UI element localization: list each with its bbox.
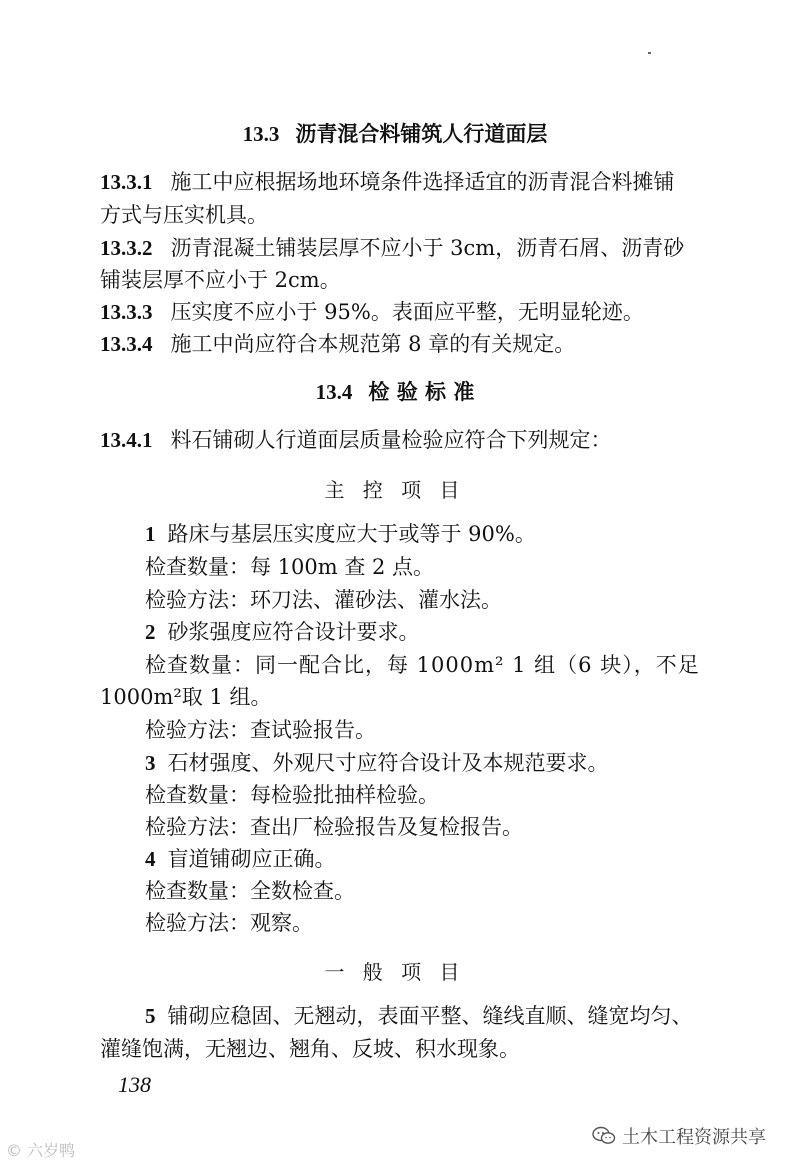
scan-speck	[648, 52, 651, 54]
clause-13-3-1	[100, 168, 675, 196]
item-text: 路床与基层压实度应大于或等于 90%。	[167, 522, 536, 546]
item-1-check-method: 检验方法：环刀法、灌砂法、灌水法。	[145, 588, 502, 612]
item-3	[145, 749, 609, 777]
item-number: 5	[145, 1004, 156, 1028]
watermark-right	[592, 1123, 766, 1149]
general-items-heading: 一 般 项 目	[324, 960, 466, 984]
item-number: 2	[145, 620, 156, 644]
clause-text: 施工中应根据场地环境条件选择适宜的沥青混合料摊铺	[170, 170, 675, 194]
item-2	[145, 618, 420, 646]
wechat-icon	[592, 1126, 616, 1146]
clause-13-3-2-cont: 铺装层厚不应小于 2cm。	[100, 268, 341, 292]
clause-text: 料石铺砌人行道面层质量检验应符合下列规定：	[170, 428, 612, 452]
clause-13-3-2	[100, 234, 684, 262]
section-heading-13-4	[0, 376, 790, 406]
section-title: 检 验 标 准	[368, 379, 475, 404]
item-4-check-method: 检验方法：观察。	[145, 911, 313, 935]
item-3-check-method: 检验方法：查出厂检验报告及复检报告。	[145, 815, 523, 839]
watermark-text: 土木工程资源共享	[622, 1127, 766, 1148]
clause-text: 沥青混凝土铺装层厚不应小于 3cm，沥青石屑、沥青砂	[170, 236, 685, 260]
item-4	[145, 845, 336, 873]
page-number: 138	[118, 1072, 151, 1097]
clause-13-4-1	[100, 426, 612, 454]
clause-number: 13.3.3	[100, 300, 153, 324]
clause-text: 施工中尚应符合本规范第 8 章的有关规定。	[170, 332, 576, 356]
item-5	[145, 1002, 693, 1030]
item-text: 砂浆强度应符合设计要求。	[167, 620, 420, 644]
clause-text: 压实度不应小于 95%。表面应平整，无明显轮迹。	[170, 300, 644, 324]
item-2-check-qty-cont: 1000m²取 1 组。	[100, 685, 272, 709]
clause-number: 13.3.4	[100, 332, 153, 356]
main-items-heading: 主 控 项 目	[324, 478, 466, 502]
clause-13-3-4	[100, 330, 575, 358]
item-text: 石材强度、外观尺寸应符合设计及本规范要求。	[167, 751, 609, 775]
item-2-check-qty: 检查数量：同一配合比，每 1000m² 1 组（6 块），不足	[145, 653, 700, 677]
clause-number: 13.3.1	[100, 170, 153, 194]
item-text: 铺砌应稳固、无翘动，表面平整、缝线直顺、缝宽均匀、	[167, 1004, 693, 1028]
item-number: 1	[145, 522, 156, 546]
item-text: 盲道铺砌应正确。	[167, 847, 336, 871]
section-title: 沥青混合料铺筑人行道面层	[295, 121, 548, 146]
item-1	[145, 520, 536, 548]
clause-13-3-3	[100, 298, 644, 326]
item-3-check-qty: 检查数量：每检验批抽样检验。	[145, 783, 439, 807]
item-4-check-qty: 检查数量：全数检查。	[145, 879, 355, 903]
item-5-cont: 灌缝饱满，无翘边、翘角、反坡、积水现象。	[100, 1037, 520, 1061]
clause-number: 13.4.1	[100, 428, 153, 452]
watermark-left: © 六岁鸭	[6, 1141, 76, 1160]
section-number: 13.4	[315, 380, 353, 404]
clause-number: 13.3.2	[100, 236, 153, 260]
section-number: 13.3	[242, 122, 280, 146]
item-1-check-qty: 检查数量：每 100m 查 2 点。	[145, 555, 435, 579]
item-2-check-method: 检验方法：查试验报告。	[145, 718, 376, 742]
item-number: 4	[145, 847, 156, 871]
item-number: 3	[145, 751, 156, 775]
section-heading-13-3	[0, 118, 790, 148]
clause-13-3-1-cont: 方式与压实机具。	[100, 203, 268, 227]
